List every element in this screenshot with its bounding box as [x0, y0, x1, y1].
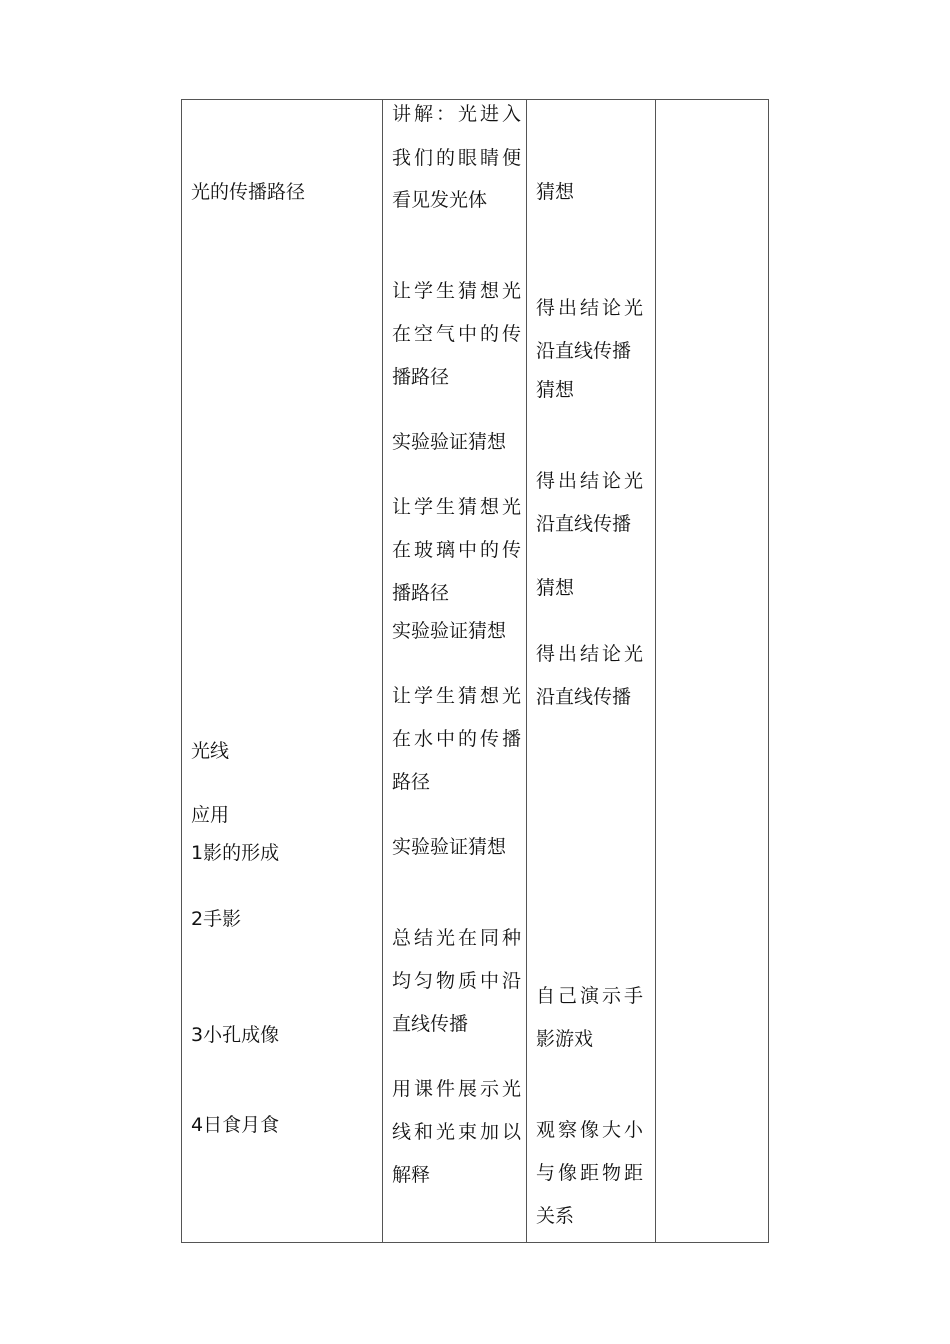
application-item-3: 3小孔成像	[191, 1024, 280, 1046]
application-heading: 应用	[191, 804, 230, 826]
shadow-game-line: 影游戏	[536, 1028, 594, 1050]
observe-line: 与像距物距	[536, 1162, 647, 1184]
notes-column	[656, 100, 768, 1242]
shadow-game-line: 自己演示手	[536, 985, 647, 1007]
courseware-line: 线和光束加以	[392, 1121, 525, 1143]
application-item-4: 4日食月食	[191, 1114, 280, 1136]
guess-air-line: 让学生猜想光	[392, 280, 525, 302]
courseware-line: 用课件展示光	[392, 1078, 525, 1100]
application-item-2: 2手影	[191, 908, 242, 930]
guess-glass-line: 在玻璃中的传	[392, 539, 525, 561]
guess-water-line: 让学生猜想光	[392, 685, 525, 707]
verify-text: 实验验证猜想	[392, 836, 507, 858]
summary-line: 均匀物质中沿	[392, 970, 525, 992]
verify-text: 实验验证猜想	[392, 431, 507, 453]
guess-text: 猜想	[536, 181, 575, 203]
guess-glass-line: 播路径	[392, 582, 450, 604]
observe-line: 关系	[536, 1205, 575, 1227]
lesson-table	[181, 99, 769, 1243]
summary-line: 直线传播	[392, 1013, 469, 1035]
conclusion-line: 沿直线传播	[536, 513, 632, 535]
guess-air-line: 在空气中的传	[392, 323, 525, 345]
explain-line: 讲解：光进入	[392, 103, 525, 125]
ray-heading: 光线	[191, 740, 230, 762]
guess-water-line: 路径	[392, 771, 431, 793]
observe-line: 观察像大小	[536, 1119, 647, 1141]
conclusion-line: 沿直线传播	[536, 340, 632, 362]
explain-line: 看见发光体	[392, 189, 488, 211]
topic-column	[182, 100, 382, 1242]
conclusion-line: 得出结论光	[536, 643, 647, 665]
application-item-1: 1影的形成	[191, 842, 280, 864]
courseware-line: 解释	[392, 1164, 431, 1186]
guess-glass-line: 让学生猜想光	[392, 496, 525, 518]
guess-text: 猜想	[536, 379, 575, 401]
guess-air-line: 播路径	[392, 366, 450, 388]
explain-line: 我们的眼睛便	[392, 147, 525, 169]
student-column	[527, 100, 655, 1242]
conclusion-line: 得出结论光	[536, 297, 647, 319]
guess-text: 猜想	[536, 577, 575, 599]
teacher-column	[383, 100, 526, 1242]
conclusion-line: 得出结论光	[536, 470, 647, 492]
guess-water-line: 在水中的传播	[392, 728, 525, 750]
verify-text: 实验验证猜想	[392, 620, 507, 642]
path-heading: 光的传播路径	[191, 181, 306, 203]
summary-line: 总结光在同种	[392, 927, 525, 949]
conclusion-line: 沿直线传播	[536, 686, 632, 708]
